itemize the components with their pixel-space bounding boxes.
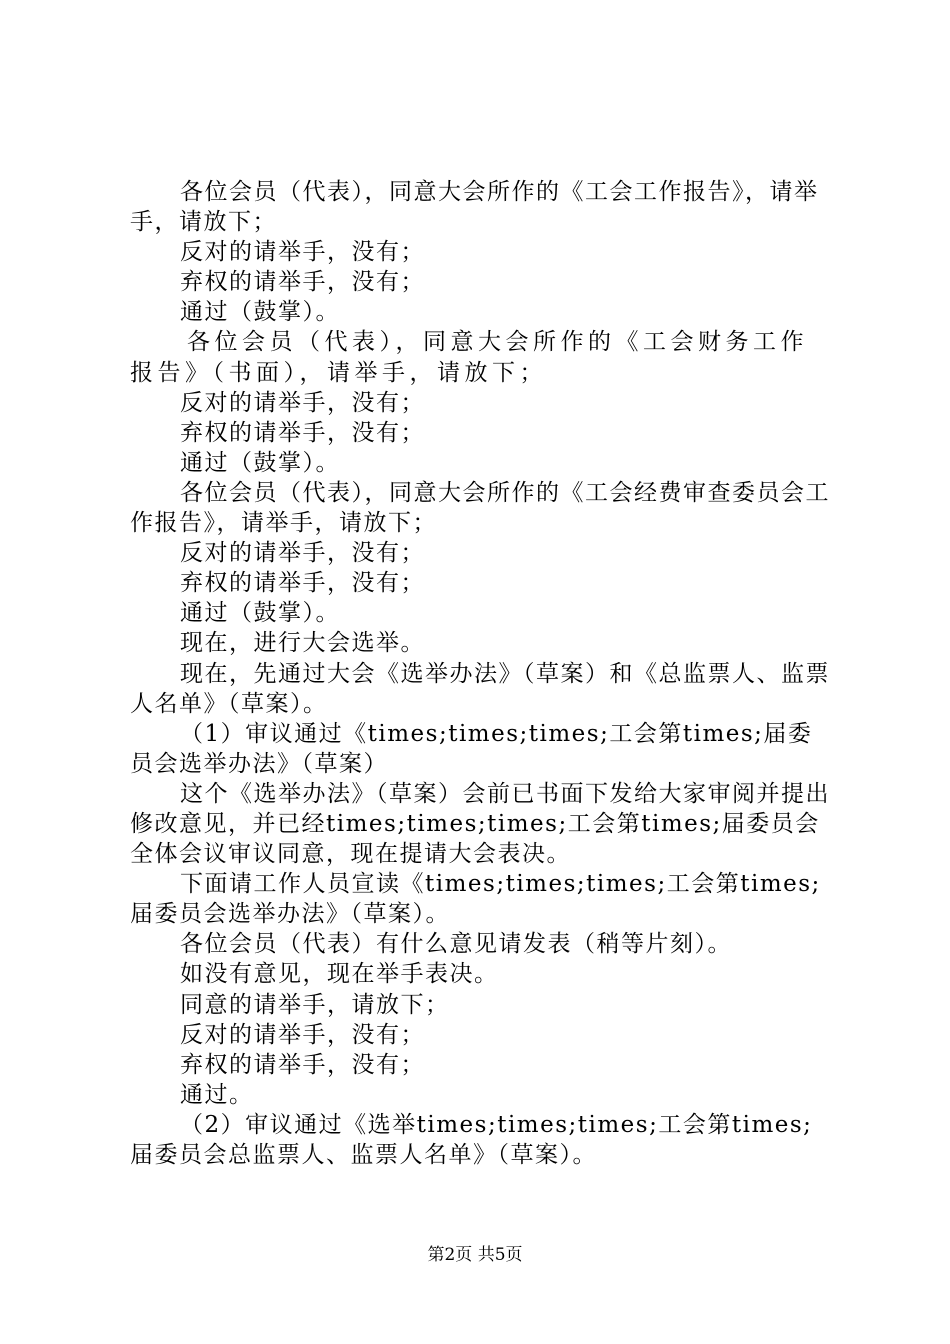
paragraph: 各位会员（代表）有什么意见请发表（稍等片刻）。 [180,931,732,958]
paragraph: 弃权的请举手，没有； [180,1051,425,1078]
paragraph: 弃权的请举手，没有； [180,570,425,597]
paragraph: 反对的请举手，没有； [180,1021,425,1048]
paragraph: 通过（鼓掌）。 [180,600,340,627]
paragraph: 反对的请举手，没有； [180,540,425,567]
paragraph: 弃权的请举手，没有； [180,269,425,296]
paragraph: 各位会员（代表），同意大会所作的《工会财务工作报告》（书面），请举手，请放下； [130,329,808,386]
paragraph: 现在，先通过大会《选举办法》（草案）和《总监票人、监票人名单》（草案）。 [130,660,830,717]
paragraph: 各位会员（代表），同意大会所作的《工会经费审查委员会工作报告》，请举手，请放下； [130,479,830,537]
paragraph: 这个《选举办法》（草案）会前已书面下发给大家审阅并提出修改意见，并已经times;times;times;工会第times;届委员会全体会议审议同意，现在提请大会表决。 [130,780,830,868]
paragraph: 现在，进行大会选举。 [180,630,425,657]
paragraph: （2）审议通过《选举times;times;times;工会第times;届委员会总监票人、监票人名单》（草案）。 [130,1111,813,1168]
paragraph: （1）审议通过《times;times;times;工会第times;届委员会选举办法》（草案） [130,720,813,777]
paragraph: 反对的请举手，没有； [180,239,425,266]
page-number-label: 第2页 共5页 [427,1245,523,1265]
paragraph: 下面请工作人员宣读《times;times;times;工会第times;届委员会选举办法》（草案）。 [130,871,821,928]
paragraph: 通过（鼓掌）。 [180,449,340,476]
paragraph: 弃权的请举手，没有； [180,419,425,446]
paragraph: 通过（鼓掌）。 [180,299,340,326]
paragraph: 反对的请举手，没有； [180,389,425,416]
paragraph: 通过。 [180,1081,254,1108]
paragraph: 同意的请举手，请放下； [180,991,450,1018]
paragraph: 各位会员（代表），同意大会所作的《工会工作报告》，请举手，请放下； [130,179,819,236]
page-footer [0,1243,950,1267]
paragraph: 如没有意见，现在举手表决。 [180,961,499,988]
document-body [130,177,830,1170]
